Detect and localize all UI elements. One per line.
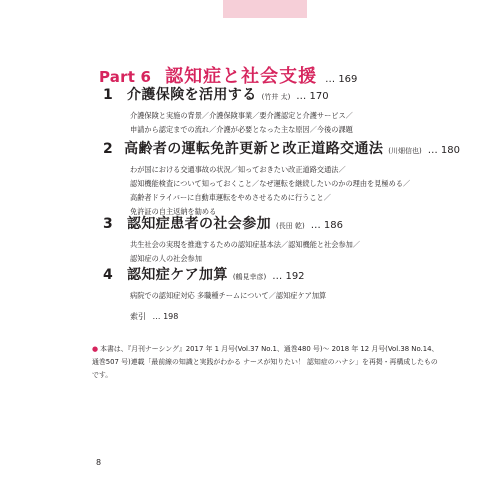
chapter-author: (川畑信也) bbox=[388, 147, 422, 155]
index-entry bbox=[130, 311, 178, 322]
chapter-title: 認知症患者の社会参加 bbox=[127, 216, 271, 232]
chapter-topics bbox=[130, 289, 460, 303]
chapter-page-ref: … 180 bbox=[427, 145, 460, 156]
chapter-title: 認知症ケア加算 bbox=[127, 267, 228, 283]
topic-line: 共生社会の実現を推進するための認知症基本法／認知機能と社会参加／ bbox=[130, 240, 361, 249]
topic-line: 認知症の人の社会参加 bbox=[130, 254, 202, 263]
topic-line: 病院での認知症対応 多職種チームについて／認知症ケア加算 bbox=[130, 291, 327, 300]
topic-line: 認知機能検査について知っておくこと／なぜ運転を継続したいのかの理由を見極める／ bbox=[130, 179, 411, 188]
chapter-title: 介護保険を活用する bbox=[127, 87, 257, 103]
part-label: Part 6 bbox=[99, 68, 152, 86]
chapter-title: 高齢者の運転免許更新と改正道路交通法 bbox=[124, 141, 384, 157]
chapter-author: (鶴見幸彦) bbox=[232, 273, 267, 281]
section-tab-marker bbox=[223, 0, 307, 18]
chapter-number: 3 bbox=[103, 216, 113, 232]
topic-line: 高齢者ドライバーに自動車運転をやめさせるために行うこと／ bbox=[130, 193, 331, 202]
chapter-page-ref: … 170 bbox=[296, 91, 329, 102]
chapter-2 bbox=[103, 138, 460, 219]
page-number: 8 bbox=[96, 458, 102, 467]
chapter-number: 4 bbox=[103, 267, 113, 283]
part-page-ref: … 169 bbox=[325, 74, 358, 85]
chapter-number: 1 bbox=[103, 87, 113, 103]
chapter-1 bbox=[103, 84, 460, 137]
note-bullet-icon: ● bbox=[92, 345, 99, 353]
chapter-page-ref: … 192 bbox=[272, 271, 305, 282]
note-text: 本書は、『月刊ナーシング』2017 年 1 月号(Vol.37 No.1、通巻480 号)～ 2018 年 12 月号(Vol.38 No.14、通巻507 号)連載「最前線の知識と実践がわかる ナースが知りたい！ 認知症のハナシ」を再掲・再構成したものです。 bbox=[92, 345, 439, 379]
topic-line: 申請から認定までの流れ／介護が必要となった主な原因／今後の課題 bbox=[130, 125, 353, 134]
source-note bbox=[92, 343, 442, 382]
chapter-number: 2 bbox=[103, 141, 113, 157]
index-page-ref: … 198 bbox=[152, 312, 179, 321]
chapter-3 bbox=[103, 213, 460, 266]
chapter-topics bbox=[130, 163, 460, 219]
chapter-author: (竹井 太) bbox=[261, 93, 291, 101]
topic-line: わが国における交通事故の状況／知っておきたい改正道路交通法／ bbox=[130, 165, 346, 174]
chapter-topics bbox=[130, 238, 460, 266]
chapter-4 bbox=[103, 264, 460, 303]
chapter-author: (長田 乾) bbox=[276, 222, 305, 230]
chapter-page-ref: … 186 bbox=[310, 220, 343, 231]
topic-line: 介護保険と実施の背景／介護保険事業／要介護認定と介護サービス／ bbox=[130, 111, 353, 120]
index-label: 索引 bbox=[130, 312, 146, 321]
chapter-topics bbox=[130, 109, 460, 137]
part-title: 認知症と社会支援 bbox=[165, 66, 318, 87]
topic-line: 免許証の自主返納を勧める bbox=[130, 207, 217, 216]
